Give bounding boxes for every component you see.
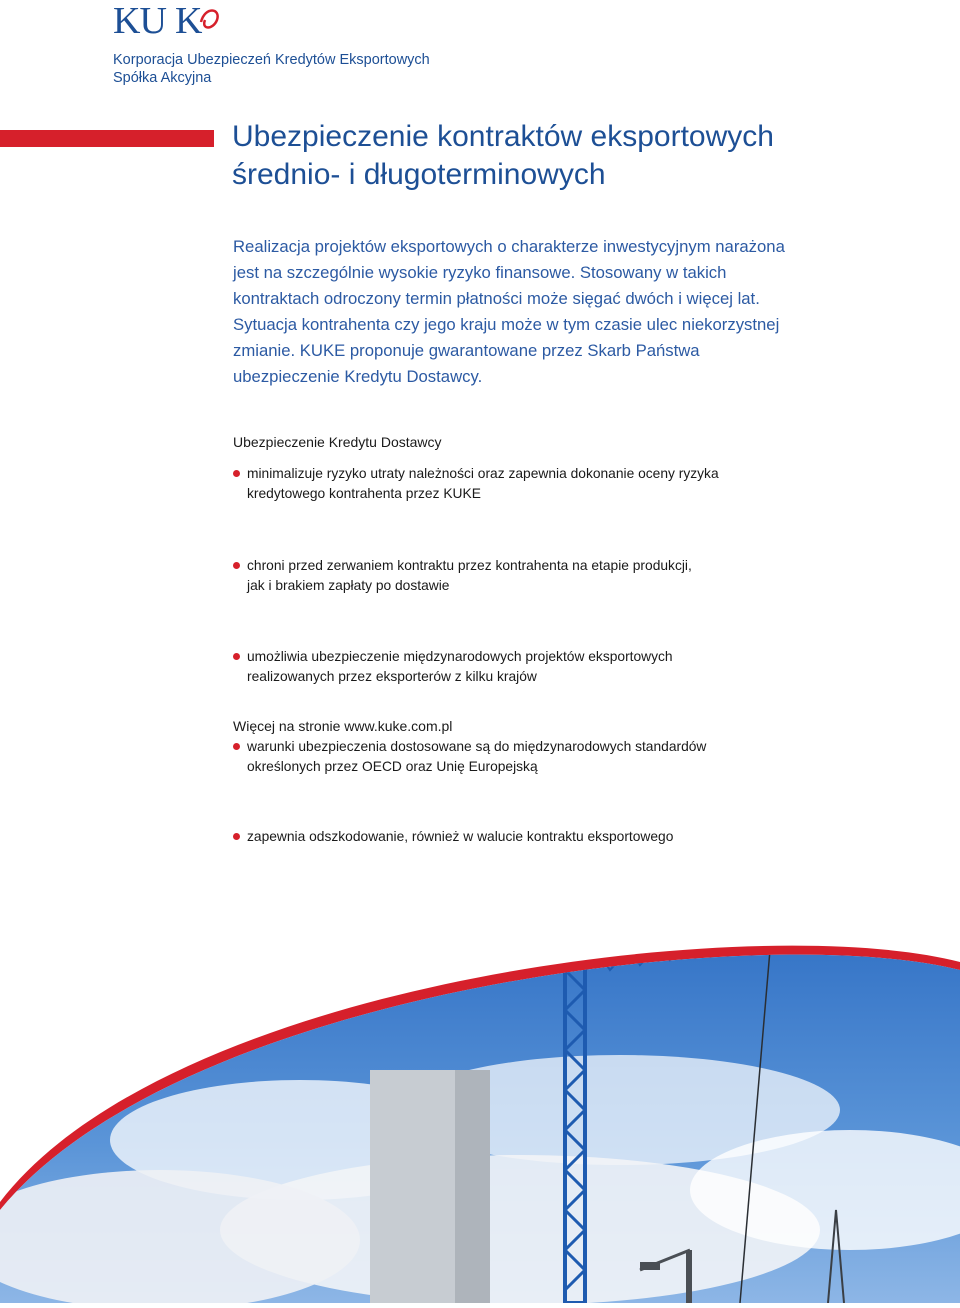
company-name bbox=[113, 51, 430, 87]
section-heading: Ubezpieczenie Kredytu Dostawcy bbox=[233, 434, 442, 450]
bullet-dot-icon bbox=[233, 653, 240, 660]
list-item bbox=[233, 737, 853, 777]
bullet-dot-icon bbox=[233, 562, 240, 569]
bullet-dot-icon bbox=[233, 743, 240, 750]
page-title-line1: Ubezpieczenie kontraktów eksportowych bbox=[232, 120, 774, 153]
red-accent-bar bbox=[0, 130, 214, 147]
list-item-text: minimalizuje ryzyko utraty należności oraz zapewnia dokonanie oceny ryzyka bbox=[247, 466, 719, 481]
intro-line: Realizacja projektów eksportowych o charakterze inwestycyjnym narażona bbox=[233, 237, 785, 256]
list-item-text: kredytowego kontrahenta przez KUKE bbox=[247, 486, 481, 501]
intro-line: Sytuacja kontrahenta czy jego kraju może w tym czasie ulec niekorzystnej bbox=[233, 315, 780, 334]
intro-line: ubezpieczenie Kredytu Dostawcy. bbox=[233, 367, 483, 386]
list-item bbox=[233, 464, 853, 504]
svg-text:KU: KU bbox=[113, 0, 166, 40]
company-name-line1: Korporacja Ubezpieczeń Kredytów Eksportowych bbox=[113, 52, 430, 68]
list-item bbox=[233, 556, 853, 596]
list-item-text: określonych przez OECD oraz Unię Europejską bbox=[247, 759, 538, 774]
list-item-text: zapewnia odszkodowanie, również w walucie kontraktu eksportowego bbox=[247, 829, 674, 844]
more-info-link[interactable]: Więcej na stronie www.kuke.com.pl bbox=[233, 718, 453, 734]
list-item bbox=[233, 647, 853, 687]
intro-line: kontraktach odroczony termin płatności może sięgać dwóch i więcej lat. bbox=[233, 289, 760, 308]
kuke-logo bbox=[113, 0, 223, 40]
list-item-text: jak i brakiem zapłaty po dostawie bbox=[247, 578, 450, 593]
intro-line: jest na szczególnie wysokie ryzyko finansowe. Stosowany w takich bbox=[233, 263, 727, 282]
intro-paragraph bbox=[233, 234, 873, 390]
page-title bbox=[232, 118, 774, 194]
list-item-text: umożliwia ubezpieczenie międzynarodowych projektów eksportowych bbox=[247, 649, 673, 664]
svg-text:K: K bbox=[175, 0, 203, 40]
construction-crane-photo bbox=[0, 910, 960, 1303]
list-item-text: warunki ubezpieczenia dostosowane są do międzynarodowych standardów bbox=[247, 739, 707, 754]
list-item bbox=[233, 827, 853, 847]
company-name-line2: Spółka Akcyjna bbox=[113, 70, 212, 86]
intro-line: zmianie. KUKE proponuje gwarantowane przez Skarb Państwa bbox=[233, 341, 700, 360]
list-item-text: chroni przed zerwaniem kontraktu przez kontrahenta na etapie produkcji, bbox=[247, 558, 692, 573]
bullet-dot-icon bbox=[233, 833, 240, 840]
bullet-dot-icon bbox=[233, 470, 240, 477]
list-item-text: realizowanych przez eksporterów z kilku krajów bbox=[247, 669, 537, 684]
page-title-line2: średnio- i długoterminowych bbox=[232, 158, 606, 191]
